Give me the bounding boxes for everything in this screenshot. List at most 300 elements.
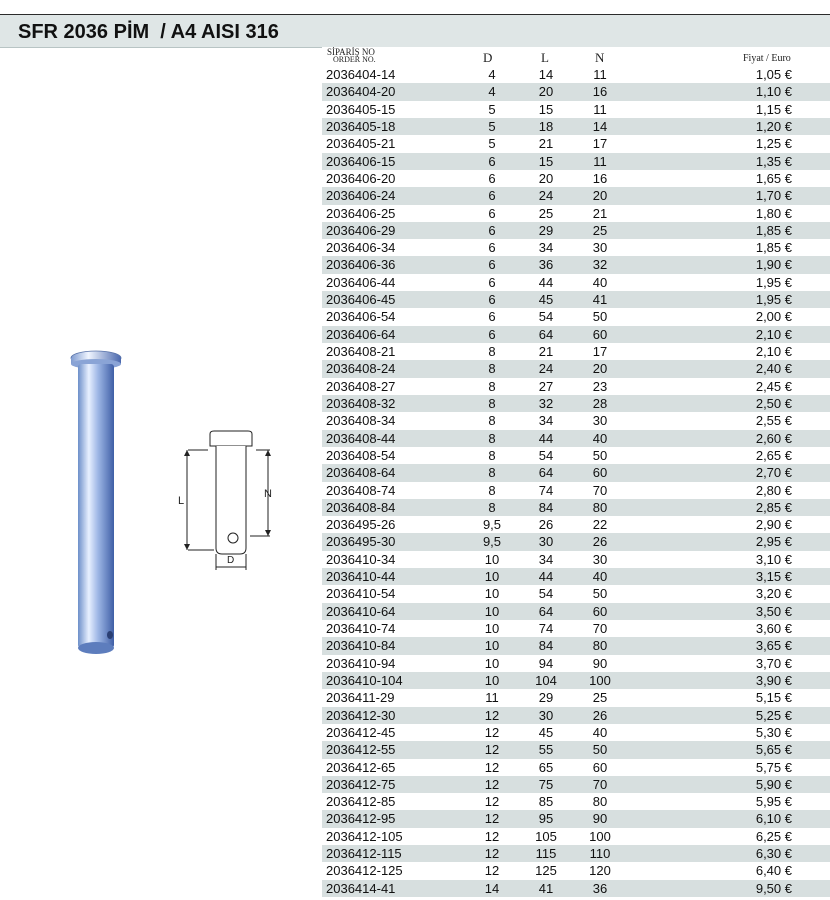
price-cell: 3,10 € bbox=[755, 551, 792, 567]
price-cell: 3,15 € bbox=[755, 569, 792, 585]
l-cell: 54 bbox=[538, 447, 554, 463]
n-cell: 90 bbox=[592, 811, 608, 827]
n-cell: 20 bbox=[592, 361, 608, 377]
table-row bbox=[322, 308, 830, 325]
price-cell: 3,65 € bbox=[755, 638, 792, 654]
table-row bbox=[322, 499, 830, 516]
price-cell: 5,30 € bbox=[755, 724, 792, 740]
d-cell: 6 bbox=[488, 257, 496, 273]
d-cell: 6 bbox=[488, 188, 496, 204]
price-cell: 2,80 € bbox=[755, 482, 792, 498]
table-row bbox=[322, 464, 830, 481]
d-cell: 8 bbox=[488, 465, 496, 481]
d-cell: 8 bbox=[488, 395, 496, 411]
price-cell: 1,85 € bbox=[755, 240, 792, 256]
l-cell: 74 bbox=[538, 482, 554, 498]
n-cell: 60 bbox=[592, 465, 608, 481]
price-cell: 6,40 € bbox=[755, 863, 792, 879]
l-cell: 64 bbox=[538, 603, 554, 619]
d-cell: 6 bbox=[488, 205, 496, 221]
d-cell: 8 bbox=[488, 378, 496, 394]
d-cell: 8 bbox=[488, 499, 496, 515]
l-cell: 54 bbox=[538, 309, 554, 325]
d-cell: 10 bbox=[484, 672, 500, 688]
d-cell: 8 bbox=[488, 344, 496, 359]
n-cell: 60 bbox=[592, 603, 608, 619]
n-cell: 100 bbox=[589, 672, 611, 688]
n-cell: 20 bbox=[592, 188, 608, 204]
l-cell: 44 bbox=[538, 274, 554, 290]
d-cell: 9,5 bbox=[482, 517, 502, 533]
table-row bbox=[322, 845, 830, 862]
table-row bbox=[322, 83, 830, 100]
n-cell: 26 bbox=[592, 707, 608, 723]
table-row bbox=[322, 274, 830, 291]
n-cell: 60 bbox=[592, 759, 608, 775]
l-cell: 54 bbox=[538, 586, 554, 602]
l-cell: 74 bbox=[538, 621, 554, 636]
table-row bbox=[322, 135, 830, 152]
l-cell: 20 bbox=[538, 170, 554, 186]
d-cell: 6 bbox=[488, 292, 496, 308]
order-no-cell: 2036406-44 bbox=[326, 274, 396, 290]
order-no-cell: 2036406-20 bbox=[326, 170, 396, 186]
table-row bbox=[322, 655, 830, 672]
order-no-cell: 2036408-74 bbox=[326, 482, 396, 498]
table-row bbox=[322, 551, 830, 568]
price-cell: 3,60 € bbox=[755, 621, 792, 636]
n-cell: 70 bbox=[592, 482, 608, 498]
d-cell: 8 bbox=[488, 361, 496, 377]
n-cell: 120 bbox=[589, 863, 611, 879]
price-cell: 3,70 € bbox=[755, 655, 792, 671]
n-cell: 16 bbox=[592, 170, 608, 186]
l-cell: 85 bbox=[538, 794, 554, 810]
table-header bbox=[322, 47, 830, 66]
d-cell: 14 bbox=[484, 880, 500, 896]
l-cell: 29 bbox=[538, 222, 554, 238]
order-no-cell: 2036408-84 bbox=[326, 499, 396, 515]
table-row bbox=[322, 568, 830, 585]
price-cell: 2,85 € bbox=[755, 499, 792, 515]
price-cell: 5,90 € bbox=[755, 776, 792, 792]
l-cell: 105 bbox=[535, 828, 557, 844]
n-cell: 14 bbox=[592, 118, 608, 134]
n-cell: 50 bbox=[592, 586, 608, 602]
order-no-cell: 2036412-95 bbox=[326, 811, 396, 827]
n-cell: 50 bbox=[592, 447, 608, 463]
l-cell: 24 bbox=[538, 188, 554, 204]
table-row bbox=[322, 637, 830, 654]
l-cell: 75 bbox=[538, 776, 554, 792]
l-cell: 30 bbox=[538, 707, 554, 723]
l-cell: 44 bbox=[538, 430, 554, 446]
table-row bbox=[322, 447, 830, 464]
order-no-cell: 2036412-45 bbox=[326, 724, 396, 740]
d-cell: 8 bbox=[488, 430, 496, 446]
order-no-cell: 2036412-30 bbox=[326, 707, 396, 723]
order-no-cell: 2036410-54 bbox=[326, 586, 396, 602]
order-no-cell: 2036495-26 bbox=[326, 517, 396, 533]
d-cell: 10 bbox=[484, 603, 500, 619]
order-no-cell: 2036412-85 bbox=[326, 794, 396, 810]
order-no-cell: 2036408-27 bbox=[326, 378, 396, 394]
l-cell: 34 bbox=[538, 551, 554, 567]
d-cell: 12 bbox=[484, 707, 500, 723]
d-cell: 10 bbox=[484, 655, 500, 671]
d-cell: 8 bbox=[488, 447, 496, 463]
n-cell: 36 bbox=[592, 880, 608, 896]
top-band bbox=[0, 0, 830, 15]
order-no-cell: 2036410-34 bbox=[326, 551, 396, 567]
order-no-cell: 2036406-29 bbox=[326, 222, 396, 238]
diagram-label-l: L bbox=[178, 495, 185, 507]
n-cell: 32 bbox=[592, 257, 608, 273]
order-no-cell: 2036406-34 bbox=[326, 240, 396, 256]
d-cell: 6 bbox=[488, 309, 496, 325]
page-title: SFR 2036 PİM / A4 AISI 316 bbox=[18, 21, 279, 43]
n-cell: 25 bbox=[592, 690, 608, 706]
table-row bbox=[322, 395, 830, 412]
price-cell: 3,90 € bbox=[755, 672, 792, 688]
order-no-cell: 2036410-84 bbox=[326, 638, 396, 654]
l-cell: 27 bbox=[538, 378, 554, 394]
pin-photo-image bbox=[68, 348, 128, 660]
d-cell: 12 bbox=[484, 776, 500, 792]
order-no-cell: 2036405-15 bbox=[326, 101, 396, 117]
n-cell: 90 bbox=[592, 655, 608, 671]
d-cell: 12 bbox=[484, 846, 500, 862]
order-no-cell: 2036411-29 bbox=[326, 690, 395, 706]
order-no-cell: 2036408-32 bbox=[326, 395, 396, 411]
table-row bbox=[322, 603, 830, 620]
table-row bbox=[322, 707, 830, 724]
n-cell: 23 bbox=[592, 378, 608, 394]
table-row bbox=[322, 585, 830, 602]
order-no-cell: 2036414-41 bbox=[326, 880, 396, 896]
d-cell: 9,5 bbox=[482, 534, 502, 550]
d-cell: 6 bbox=[488, 326, 496, 342]
d-cell: 12 bbox=[484, 724, 500, 740]
d-cell: 12 bbox=[484, 811, 500, 827]
table-row bbox=[322, 620, 830, 637]
d-cell: 5 bbox=[488, 136, 496, 152]
n-cell: 30 bbox=[592, 551, 608, 567]
l-cell: 45 bbox=[538, 292, 554, 308]
l-cell: 32 bbox=[538, 395, 554, 411]
table-row bbox=[322, 533, 830, 550]
l-cell: 25 bbox=[538, 205, 554, 221]
l-cell: 20 bbox=[538, 84, 554, 100]
price-cell: 2,70 € bbox=[755, 465, 792, 481]
n-cell: 60 bbox=[592, 326, 608, 342]
d-cell: 6 bbox=[488, 274, 496, 290]
n-cell: 22 bbox=[592, 517, 608, 533]
order-no-cell: 2036408-54 bbox=[326, 447, 396, 463]
l-cell: 55 bbox=[538, 742, 554, 758]
order-no-cell: 2036408-64 bbox=[326, 465, 396, 481]
d-cell: 10 bbox=[484, 586, 500, 602]
l-cell: 24 bbox=[538, 361, 554, 377]
order-no-cell: 2036408-44 bbox=[326, 430, 396, 446]
n-cell: 16 bbox=[592, 84, 608, 100]
order-no-cell: 2036408-24 bbox=[326, 361, 396, 377]
diagram-label-d: D bbox=[227, 555, 235, 566]
d-cell: 10 bbox=[484, 638, 500, 654]
l-cell: 64 bbox=[538, 465, 554, 481]
n-cell: 40 bbox=[592, 724, 608, 740]
order-no-cell: 2036410-64 bbox=[326, 603, 396, 619]
n-cell: 80 bbox=[592, 638, 608, 654]
d-cell: 10 bbox=[484, 551, 500, 567]
order-no-cell: 2036406-15 bbox=[326, 153, 396, 169]
table-row bbox=[322, 343, 830, 360]
table-row bbox=[322, 326, 830, 343]
d-cell: 6 bbox=[488, 153, 496, 169]
n-cell: 41 bbox=[592, 292, 608, 308]
n-cell: 11 bbox=[593, 101, 607, 117]
d-cell: 5 bbox=[488, 118, 496, 134]
table-row bbox=[322, 101, 830, 118]
price-cell: 1,90 € bbox=[755, 257, 792, 273]
order-no-cell: 2036406-36 bbox=[326, 257, 396, 273]
price-cell: 2,90 € bbox=[755, 517, 792, 533]
l-cell: 29 bbox=[538, 690, 554, 706]
order-no-cell: 2036405-18 bbox=[326, 118, 396, 134]
price-cell: 1,70 € bbox=[755, 188, 792, 204]
table-row bbox=[322, 516, 830, 533]
l-cell: 21 bbox=[538, 344, 554, 359]
price-cell: 1,25 € bbox=[755, 136, 792, 152]
l-cell: 94 bbox=[538, 655, 554, 671]
price-cell: 5,25 € bbox=[755, 707, 792, 723]
price-cell: 1,20 € bbox=[755, 118, 792, 134]
n-cell: 40 bbox=[592, 274, 608, 290]
table-row bbox=[322, 153, 830, 170]
order-no-cell: 2036410-74 bbox=[326, 621, 396, 636]
price-cell: 2,65 € bbox=[755, 447, 792, 463]
l-cell: 95 bbox=[538, 811, 554, 827]
header-d: D bbox=[483, 50, 493, 65]
table-row bbox=[322, 810, 830, 827]
n-cell: 110 bbox=[589, 846, 611, 862]
d-cell: 10 bbox=[484, 569, 500, 585]
price-cell: 6,25 € bbox=[755, 828, 792, 844]
price-cell: 1,15 € bbox=[755, 101, 792, 117]
order-no-cell: 2036405-21 bbox=[326, 136, 396, 152]
table-row bbox=[322, 187, 830, 204]
l-cell: 45 bbox=[538, 724, 554, 740]
l-cell: 44 bbox=[538, 569, 554, 585]
order-no-cell: 2036412-115 bbox=[326, 846, 402, 862]
n-cell: 26 bbox=[592, 534, 608, 550]
order-no-cell: 2036412-55 bbox=[326, 742, 396, 758]
n-cell: 17 bbox=[592, 136, 608, 152]
table-row bbox=[322, 880, 830, 897]
d-cell: 12 bbox=[484, 759, 500, 775]
table-row bbox=[322, 205, 830, 222]
price-cell: 2,40 € bbox=[755, 361, 792, 377]
d-cell: 6 bbox=[488, 170, 496, 186]
n-cell: 11 bbox=[593, 153, 607, 169]
order-no-cell: 2036412-125 bbox=[326, 863, 403, 879]
d-cell: 4 bbox=[488, 67, 496, 82]
table-row bbox=[322, 741, 830, 758]
l-cell: 125 bbox=[535, 863, 557, 879]
price-cell: 1,05 € bbox=[755, 67, 792, 82]
price-cell: 5,15 € bbox=[755, 690, 792, 706]
table-row bbox=[322, 239, 830, 256]
n-cell: 100 bbox=[589, 828, 611, 844]
d-cell: 5 bbox=[488, 101, 496, 117]
price-cell: 1,65 € bbox=[755, 170, 792, 186]
table-row bbox=[322, 360, 830, 377]
n-cell: 70 bbox=[592, 621, 608, 636]
price-cell: 1,80 € bbox=[755, 205, 792, 221]
table-row bbox=[322, 793, 830, 810]
price-cell: 5,75 € bbox=[755, 759, 792, 775]
l-cell: 30 bbox=[538, 534, 554, 550]
n-cell: 30 bbox=[592, 413, 608, 429]
table-row bbox=[322, 118, 830, 135]
table-row bbox=[322, 759, 830, 776]
price-cell: 1,95 € bbox=[755, 292, 792, 308]
order-no-cell: 2036408-21 bbox=[326, 344, 396, 359]
price-cell: 3,50 € bbox=[755, 603, 792, 619]
d-cell: 10 bbox=[484, 621, 500, 636]
table-row bbox=[322, 378, 830, 395]
l-cell: 36 bbox=[538, 257, 554, 273]
n-cell: 11 bbox=[593, 67, 607, 82]
n-cell: 70 bbox=[592, 776, 608, 792]
price-cell: 6,30 € bbox=[755, 846, 792, 862]
header-order-en: ORDER NO. bbox=[333, 55, 376, 64]
n-cell: 80 bbox=[592, 499, 608, 515]
price-cell: 3,20 € bbox=[755, 586, 792, 602]
header-n: N bbox=[595, 50, 605, 65]
price-cell: 1,95 € bbox=[755, 274, 792, 290]
order-no-cell: 2036406-24 bbox=[326, 188, 396, 204]
l-cell: 84 bbox=[538, 638, 554, 654]
title-bar bbox=[0, 15, 830, 48]
l-cell: 34 bbox=[538, 413, 554, 429]
diagram-label-n: N bbox=[264, 488, 272, 500]
price-cell: 1,35 € bbox=[755, 153, 792, 169]
price-cell: 5,95 € bbox=[755, 794, 792, 810]
price-cell: 2,45 € bbox=[755, 378, 792, 394]
d-cell: 12 bbox=[484, 828, 500, 844]
table-body bbox=[322, 66, 830, 897]
l-cell: 115 bbox=[535, 846, 557, 862]
table-row bbox=[322, 776, 830, 793]
n-cell: 17 bbox=[592, 344, 608, 359]
table-row bbox=[322, 222, 830, 239]
price-cell: 2,50 € bbox=[755, 395, 792, 411]
order-no-cell: 2036410-94 bbox=[326, 655, 396, 671]
order-no-cell: 2036404-20 bbox=[326, 84, 396, 100]
l-cell: 26 bbox=[538, 517, 554, 533]
n-cell: 80 bbox=[592, 794, 608, 810]
n-cell: 25 bbox=[592, 222, 608, 238]
table-row bbox=[322, 724, 830, 741]
order-no-cell: 2036412-65 bbox=[326, 759, 396, 775]
n-cell: 40 bbox=[592, 569, 608, 585]
n-cell: 50 bbox=[592, 309, 608, 325]
l-cell: 34 bbox=[538, 240, 554, 256]
table-row bbox=[322, 430, 830, 447]
table-row bbox=[322, 170, 830, 187]
price-cell: 5,65 € bbox=[755, 742, 792, 758]
header-price: Fiyat / Euro bbox=[743, 53, 791, 64]
d-cell: 12 bbox=[484, 794, 500, 810]
table-row bbox=[322, 828, 830, 845]
table-row bbox=[322, 482, 830, 499]
order-no-cell: 2036406-25 bbox=[326, 205, 396, 221]
n-cell: 28 bbox=[592, 395, 608, 411]
order-no-cell: 2036406-54 bbox=[326, 309, 396, 325]
n-cell: 40 bbox=[592, 430, 608, 446]
order-no-cell: 2036495-30 bbox=[326, 534, 396, 550]
d-cell: 11 bbox=[485, 690, 499, 706]
price-cell: 1,85 € bbox=[755, 222, 792, 238]
d-cell: 8 bbox=[488, 482, 496, 498]
l-cell: 64 bbox=[538, 326, 554, 342]
price-cell: 6,10 € bbox=[755, 811, 792, 827]
price-cell: 2,10 € bbox=[755, 326, 792, 342]
order-no-cell: 2036412-105 bbox=[326, 828, 403, 844]
l-cell: 65 bbox=[538, 759, 554, 775]
order-no-cell: 2036410-44 bbox=[326, 569, 396, 585]
table-row bbox=[322, 66, 830, 83]
l-cell: 41 bbox=[538, 880, 554, 896]
l-cell: 104 bbox=[535, 672, 557, 688]
order-no-cell: 2036406-45 bbox=[326, 292, 396, 308]
l-cell: 15 bbox=[538, 153, 554, 169]
price-cell: 2,60 € bbox=[755, 430, 792, 446]
price-cell: 2,55 € bbox=[755, 413, 792, 429]
table-row bbox=[322, 256, 830, 273]
n-cell: 21 bbox=[592, 205, 608, 221]
order-no-cell: 2036410-104 bbox=[326, 672, 403, 688]
table-row bbox=[322, 672, 830, 689]
l-cell: 84 bbox=[538, 499, 554, 515]
table-row bbox=[322, 291, 830, 308]
d-cell: 6 bbox=[488, 240, 496, 256]
price-cell: 9,50 € bbox=[755, 880, 792, 896]
d-cell: 6 bbox=[488, 222, 496, 238]
header-l: L bbox=[541, 50, 549, 65]
table-row bbox=[322, 689, 830, 706]
d-cell: 12 bbox=[484, 742, 500, 758]
order-no-cell: 2036408-34 bbox=[326, 413, 396, 429]
order-no-cell: 2036404-14 bbox=[326, 67, 396, 82]
order-no-cell: 2036412-75 bbox=[326, 776, 396, 792]
l-cell: 14 bbox=[538, 67, 554, 82]
header-order-tr: SİPARİŞ NO bbox=[327, 47, 375, 57]
d-cell: 4 bbox=[488, 84, 496, 100]
price-cell: 2,10 € bbox=[755, 344, 792, 359]
l-cell: 21 bbox=[538, 136, 554, 152]
price-cell: 2,95 € bbox=[755, 534, 792, 550]
d-cell: 8 bbox=[488, 413, 496, 429]
d-cell: 12 bbox=[484, 863, 500, 879]
table-row bbox=[322, 412, 830, 429]
n-cell: 30 bbox=[592, 240, 608, 256]
dimension-diagram bbox=[178, 428, 278, 573]
l-cell: 15 bbox=[538, 101, 554, 117]
price-cell: 1,10 € bbox=[755, 84, 792, 100]
price-table bbox=[322, 47, 830, 900]
